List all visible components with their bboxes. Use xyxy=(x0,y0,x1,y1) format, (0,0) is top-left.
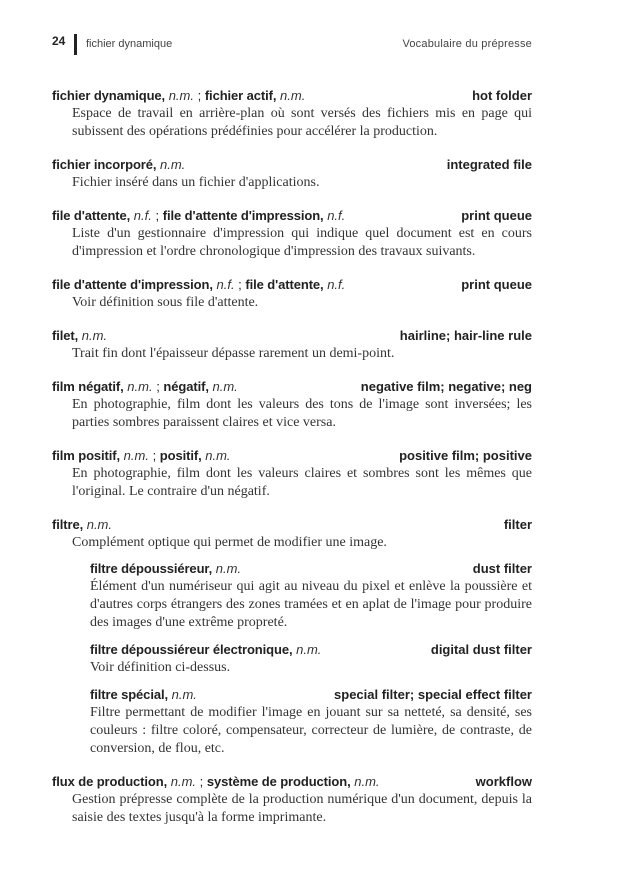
entry-terms xyxy=(52,156,185,174)
part-of-speech: n.m. xyxy=(81,328,108,343)
term: filtre dépoussiéreur électronique, xyxy=(90,642,293,657)
term-separator: ; xyxy=(152,379,164,394)
term-synonym: système de production, xyxy=(206,774,351,789)
dictionary-entry xyxy=(52,447,532,501)
entry-terms xyxy=(52,207,345,225)
dictionary-entry xyxy=(52,207,532,261)
term: filet, xyxy=(52,328,79,343)
english-equivalent: hairline; hair-line rule xyxy=(399,328,532,343)
running-header xyxy=(52,34,532,56)
part-of-speech: n.m. xyxy=(86,517,113,532)
entry-heading xyxy=(90,641,532,659)
definition: Liste d'un gestionnaire d'impression qui indique quel document est en cours d'impression et l'ordre chronologique d'impression des travaux suivants. xyxy=(72,226,532,259)
entry-terms xyxy=(52,773,380,791)
term: fichier dynamique, xyxy=(52,88,166,103)
definition: Filtre permettant de modifier l'image en jouant sur sa netteté, sa densité, ses couleurs : filtre coloré, compensateur, correcteur de lumière, de contraste, de conversion, de flou, etc. xyxy=(90,705,532,756)
term-synonym: file d'attente d'impression, xyxy=(162,208,324,223)
term: filtre dépoussiéreur, xyxy=(90,561,213,576)
entry-terms xyxy=(52,327,107,345)
definition: Trait fin dont l'épaisseur dépasse rarement un demi-point. xyxy=(72,346,395,361)
header-rule xyxy=(74,34,77,55)
term: file d'attente d'impression, xyxy=(52,277,213,292)
section-title: fichier dynamique xyxy=(86,38,173,50)
english-equivalent: filter xyxy=(503,517,532,532)
term-synonym: positif, xyxy=(159,448,202,463)
dictionary-entry xyxy=(52,378,532,432)
english-equivalent: digital dust filter xyxy=(430,642,532,657)
english-equivalent: print queue xyxy=(461,277,532,292)
page-number: 24 xyxy=(52,34,66,48)
term-synonym: fichier actif, xyxy=(204,88,277,103)
running-title: Vocabulaire du prépresse xyxy=(402,38,532,50)
definition: Espace de travail en arrière-plan où sont versés des fichiers mis en page qui subissent des opérations prédéfinies pour accélérer la production. xyxy=(72,106,532,139)
dictionary-entry xyxy=(52,276,532,312)
part-of-speech: n.f. xyxy=(327,208,346,223)
entry-heading xyxy=(52,207,532,225)
term-separator: ; xyxy=(193,88,205,103)
term: fichier incorporé, xyxy=(52,157,157,172)
part-of-speech: n.m. xyxy=(168,88,194,103)
entry-terms xyxy=(52,276,345,294)
dictionary-entry xyxy=(52,516,532,758)
dictionary-entry xyxy=(52,327,532,363)
entry-terms xyxy=(52,87,305,105)
definition: Gestion prépresse complète de la production numérique d'un document, depuis la saisie des textes jusqu'à la forme imprimante. xyxy=(72,792,532,825)
part-of-speech: n.m. xyxy=(354,774,380,789)
term: file d'attente, xyxy=(52,208,131,223)
english-equivalent: hot folder xyxy=(472,88,532,103)
term-separator: ; xyxy=(148,448,160,463)
term-separator: ; xyxy=(196,774,207,789)
term: film positif, xyxy=(52,448,121,463)
term: filtre, xyxy=(52,517,84,532)
entry-heading xyxy=(52,156,532,174)
definition: Complément optique qui permet de modifier une image. xyxy=(72,535,387,550)
part-of-speech: n.m. xyxy=(215,561,242,576)
entry-terms xyxy=(52,516,112,534)
entry-heading xyxy=(52,87,532,105)
english-equivalent: positive film; positive xyxy=(399,448,532,463)
english-equivalent: special filter; special effect filter xyxy=(334,687,532,702)
english-equivalent: negative film; negative; neg xyxy=(360,379,532,394)
part-of-speech: n.m. xyxy=(212,379,238,394)
dictionary-entry xyxy=(52,87,532,141)
part-of-speech: n.f. xyxy=(327,277,346,292)
definition: Voir définition ci-dessus. xyxy=(90,660,231,675)
entry-heading xyxy=(52,276,532,294)
part-of-speech: n.f. xyxy=(133,208,152,223)
part-of-speech: n.m. xyxy=(280,88,306,103)
entry-terms xyxy=(90,686,197,704)
dictionary-entry xyxy=(52,156,532,192)
entry-terms xyxy=(52,378,238,396)
entry-heading xyxy=(90,686,532,704)
part-of-speech: n.m. xyxy=(170,774,197,789)
definition: En photographie, film dont les valeurs des tons de l'image sont inversées; les parties sombres paraissent claires et vice versa. xyxy=(72,397,532,430)
entry-heading xyxy=(52,447,532,465)
entry-heading xyxy=(52,378,532,396)
dictionary-subentry xyxy=(90,560,532,632)
entry-heading xyxy=(52,516,532,534)
part-of-speech: n.m. xyxy=(123,448,149,463)
english-equivalent: integrated file xyxy=(446,157,532,172)
term-synonym: file d'attente, xyxy=(245,277,324,292)
term-separator: ; xyxy=(234,277,246,292)
part-of-speech: n.m. xyxy=(205,448,231,463)
english-equivalent: print queue xyxy=(461,208,532,223)
definition: En photographie, film dont les valeurs claires et sombres sont les mêmes que l'original. Le contraire d'un négatif. xyxy=(72,466,532,499)
entry-heading xyxy=(52,773,532,791)
part-of-speech: n.m. xyxy=(296,642,322,657)
term: film négatif, xyxy=(52,379,124,394)
english-equivalent: dust filter xyxy=(472,561,532,576)
definition: Élément d'un numériseur qui agit au niveau du pixel et enlève la poussière et d'autres corps étrangers des zones tramées et en aplat de l'image pour produire des images d'une extrême propreté. xyxy=(90,579,532,630)
definition: Voir définition sous file d'attente. xyxy=(72,295,259,310)
entry-heading xyxy=(90,560,532,578)
english-equivalent: workflow xyxy=(475,774,532,789)
part-of-speech: n.m. xyxy=(127,379,153,394)
term-separator: ; xyxy=(151,208,163,223)
part-of-speech: n.m. xyxy=(171,687,197,702)
term-synonym: négatif, xyxy=(163,379,209,394)
term: flux de production, xyxy=(52,774,168,789)
dictionary-subentry xyxy=(90,641,532,677)
part-of-speech: n.m. xyxy=(160,157,186,172)
entry-heading xyxy=(52,327,532,345)
entry-terms xyxy=(52,447,231,465)
definition: Fichier inséré dans un fichier d'applications. xyxy=(72,175,320,190)
entry-list xyxy=(52,87,532,842)
entry-terms xyxy=(90,641,321,659)
part-of-speech: n.f. xyxy=(216,277,235,292)
dictionary-entry xyxy=(52,773,532,827)
entry-terms xyxy=(90,560,241,578)
term: filtre spécial, xyxy=(90,687,168,702)
dictionary-subentry xyxy=(90,686,532,758)
